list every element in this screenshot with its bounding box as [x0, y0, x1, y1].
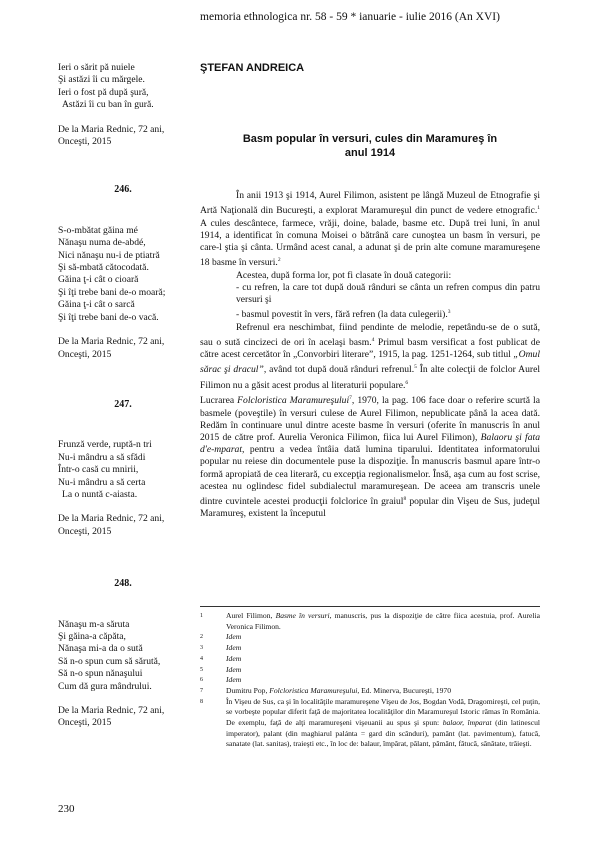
- footnote-text: În Vişeu de Sus, ca şi în localităţile maramureşene Vişeu de Jos, Bogdan Vodă, Dragomireşti, cel puţin, se vorbeşte popular diferit faţă de majoritatea localităţilor din Maramureşul Istoric rămas în România. De exemplu, faţă de alţi maramureşeni vişeuanii au spus şi spun: balaor, împarat (din latinescul imperator), palant (din maghiarul palánta = gard din scânduri), pamânt (lat. pavimentum), fatucă, sanatate (lat. sanitas), traieşti etc., în loc de: balaur, împărat, pălant, pământ, fătucă, sănătate, trăieşti.: [226, 696, 540, 749]
- footnote-number: 8: [200, 698, 203, 705]
- verse-line: Să n-o spun cum să sărută,: [58, 655, 161, 667]
- title-line: Basm popular în versuri, cules din Maramureş în: [242, 133, 498, 145]
- footnote-ref: 2: [277, 257, 281, 264]
- verse-line: Frunză verde, ruptă-n tri: [58, 439, 152, 451]
- verse-line: Şi astăzi îi cu mărgele.: [58, 74, 145, 86]
- verse-line: Şi să-mbată cătocodată.: [58, 262, 149, 274]
- footnote-ref: 8: [403, 495, 407, 502]
- verse-line: Să n-o spun nănaşului: [58, 668, 143, 680]
- footnote-number: 7: [200, 687, 203, 694]
- footnote-list: [200, 611, 540, 750]
- verse-line: Ieri o fost pă după şură,: [58, 86, 149, 98]
- footnote-text: Dumitru Pop, Folcloristica Maramureşului, Ed. Minerva, Bucureşti, 1970: [226, 685, 451, 695]
- page-number: 230: [58, 803, 75, 815]
- footnote: [200, 611, 540, 632]
- footnote: [200, 665, 540, 676]
- poem-number-246: 246.: [114, 184, 132, 196]
- verse-line: Găina ţ-i cât o sarcă: [58, 299, 135, 311]
- paragraph: Lucrarea Folcloristica Maramureşului$^7$, 1970, la pag. 106 face doar o referire scurtă la basmele (poveştile) în versuri culese de Aurel Filimon, nepublicate până la acea dată. Redăm în continuare unul dintre aceste basme în versuri (oferite în manuscris în anul 2015 de către prof. Aurelia Veronica Filimon, fiica lui Aurel Filimon), Balaoru şi fata d'e-mparat, pentru a vedea întâia dată lumina tiparului. Identitatea informatorului popular nu reiese din documentele puse la dispoziţie. În manuscris basmul apare într-o formă apropiată de cea literară, cu excepţia regionalismelor. Însă, aşa cum au fost scrise, acestea nu oglindesc fidel subdialectul maramureşean. De aceea am transcris unele dintre cuvintele acestei producţii folclorice în graiul$^8$ popular din Vişeu de Sus, judeţul Maramureş, existent la începutul: [200, 395, 540, 520]
- footnote-text: Aurel Filimon, Basme în versuri, manuscris, pus la dispoziţie de către fiica acestuia, prof. Aurelia Veronica Filimon.: [226, 611, 540, 631]
- poem-248: [58, 619, 188, 693]
- poem-246: [58, 225, 188, 324]
- footnote: [200, 675, 540, 686]
- footnote-text: Idem: [226, 664, 242, 674]
- footnote-text: Idem: [226, 653, 242, 663]
- poem-247: [58, 439, 188, 501]
- footnote-number: 5: [200, 666, 203, 673]
- footnote-text: Idem: [226, 675, 242, 685]
- footnote: [200, 654, 540, 665]
- footnote: [200, 686, 540, 697]
- source-line: Onceşti, 2015: [58, 717, 112, 729]
- source-line: De la Maria Rednic, 72 ani,: [58, 123, 165, 135]
- source-note: [58, 513, 188, 538]
- list-item: - cu refren, la care tot după două rânduri se cânta un refren compus din patru versuri şi: [236, 281, 540, 305]
- source-line: De la Maria Rednic, 72 ani,: [58, 705, 165, 716]
- verse-line: La o nuntă c-aiasta.: [62, 488, 138, 500]
- footnotes: [200, 606, 540, 750]
- source-note: [58, 705, 188, 730]
- poem-number-247: 247.: [114, 398, 132, 410]
- footnote-text: Idem: [226, 643, 242, 653]
- footnote-ref: 3: [447, 309, 451, 316]
- left-column: [58, 62, 188, 730]
- article-author: ŞTEFAN ANDREICA: [200, 62, 305, 74]
- verse-line: Şi îţi trebe bani de-o vacă.: [58, 311, 159, 323]
- footnote-number: 3: [200, 645, 203, 652]
- verse-line: Nu-i mândru a să certa: [58, 476, 146, 488]
- source-note: [58, 124, 188, 149]
- footnote-ref: 5: [414, 364, 417, 371]
- verse-line: Într-o casă cu mnirii,: [58, 464, 139, 476]
- source-line: Onceşti, 2015: [58, 525, 112, 537]
- verse-line: Astăzi îi cu ban în gură.: [62, 99, 154, 111]
- footnote-number: 2: [200, 634, 203, 641]
- source-line: Onceşti, 2015: [58, 136, 112, 148]
- running-header: memoria ethnologica nr. 58 - 59 * ianuarie - iulie 2016 (An XVI): [200, 11, 500, 23]
- footnote: [200, 643, 540, 654]
- paragraph: În anii 1913 şi 1914, Aurel Filimon, asistent pe lângă Muzeul de Etnografie şi Artă Naţională din Bucureşti, a explorat Maramureşul din punct de vedere etnografic.$^1$ A cules descântece, farmece, vrăji, doine, balade, basme etc. După trei luni, în anul 1914, a identificat în comuna Moisei o bătrână care cunoştea un basm în versuri, pe care-l ştia şi cânta. Urmând acest canal, a adunat şi de prin alte comune maramureşene 18 basme în versuri.$^2$: [200, 190, 540, 269]
- verse-line: Nănaşu numa de-abdé,: [58, 237, 146, 249]
- verse-line: Nici nănaşu nu-i de ptiatră: [58, 249, 160, 261]
- paragraph: Refrenul era neschimbat, fiind pendinte de melodie, repetându-se de o sută, sau o sută cincizeci de ori în acelaşi basm.$^4$ Primul basm versificat a fost publicat de către acest cercetător în „Convorbiri literare”, 1915, la pag. 1251-1264, sub titlul „Omul sărac şi dracul”, având tot după două rânduri refrenul.$^5$ În alte colecţii de folclor Aurel Filimon nu a găsit acest produs al literaturii populare.$^6$: [200, 321, 540, 391]
- article-body: [200, 190, 540, 521]
- footnote-ref: 6: [405, 379, 409, 386]
- verse-line: Cum dă gura mândrului.: [58, 680, 152, 692]
- footnote-number: 4: [200, 655, 203, 662]
- paragraph: Acestea, după forma lor, pot fi clasate în două categorii:: [236, 269, 452, 281]
- source-line: De la Maria Rednic, 72 ani,: [58, 513, 165, 525]
- footnote-text: Idem: [226, 632, 242, 642]
- footnote: [200, 697, 540, 751]
- article: [200, 62, 540, 521]
- footnote-number: 6: [200, 677, 203, 684]
- verse-line: Nănaşu m-a săruta: [58, 618, 130, 630]
- list-item: - basmul povestit în vers, fără refren (la data culegerii).$^3$: [236, 309, 451, 321]
- source-line: De la Maria Rednic, 72 ani,: [58, 336, 165, 348]
- verse-line: Nu-i mândru a să sfădi: [58, 451, 146, 463]
- poem-245-ending: [58, 62, 188, 112]
- poem-number-248: 248.: [114, 578, 132, 590]
- verse-line: Găina ţ-i cât o cioară: [58, 274, 139, 286]
- footnote-ref: 7: [349, 395, 352, 402]
- verse-line: Şi îţi trebe bani de-o moară;: [58, 286, 166, 298]
- verse-line: Nănaşa mi-a da o sută: [58, 643, 143, 655]
- title-line: anul 1914: [344, 147, 396, 159]
- source-note: [58, 336, 188, 361]
- footnote: [200, 632, 540, 643]
- source-line: Onceşti, 2015: [58, 348, 112, 360]
- footnote-divider: [200, 606, 540, 607]
- verse-line: S-o-mbătat găina mé: [58, 224, 138, 236]
- footnote-ref: 1: [537, 205, 540, 212]
- verse-line: Şi găina-a căpăta,: [58, 630, 126, 642]
- footnote-number: 1: [200, 613, 203, 619]
- footnote-ref: 4: [371, 336, 375, 343]
- article-title: [200, 132, 540, 160]
- verse-line: Ieri o sărit pă nuiele: [58, 62, 135, 73]
